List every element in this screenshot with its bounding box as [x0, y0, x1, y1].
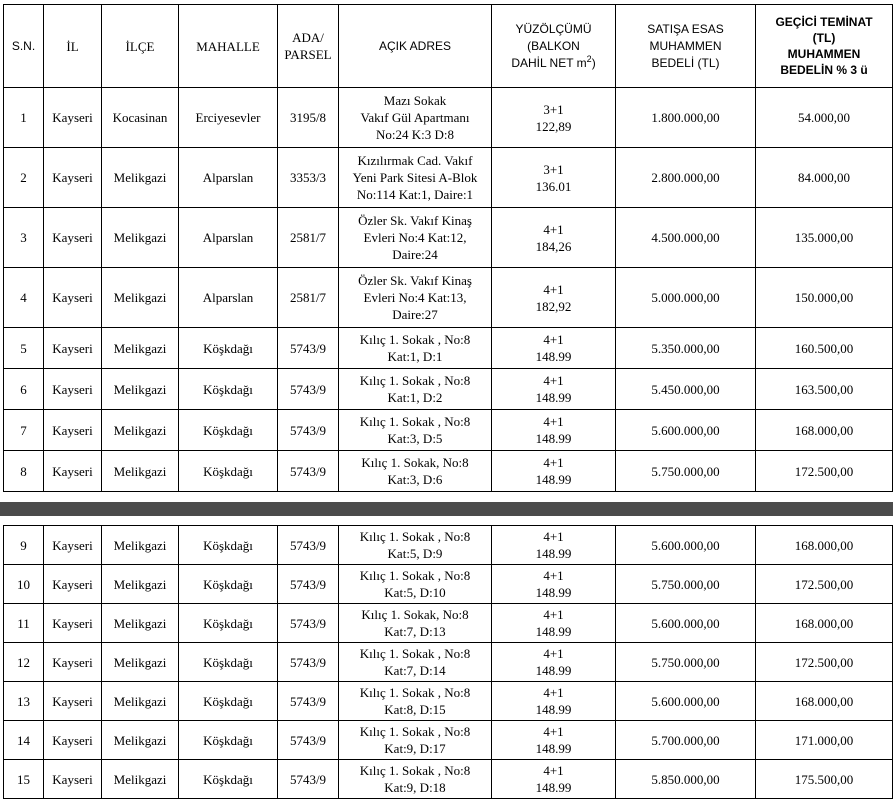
alan-cell [492, 410, 616, 451]
table-row [4, 565, 893, 604]
listing-table-bottom [3, 525, 893, 799]
header-ada-parsel [278, 5, 339, 88]
table-row [4, 88, 893, 148]
il-cell: Kayseri [44, 328, 102, 369]
adres-line: Kılıç 1. Sokak, No:8 [361, 455, 469, 470]
alan-cell [492, 148, 616, 208]
teminat-cell: 172.500,00 [756, 643, 893, 682]
adres-line: Vakıf Gül Apartmanı [360, 110, 470, 125]
sn-cell: 11 [4, 604, 44, 643]
table-row [4, 760, 893, 799]
adres-line: Kat:8, D:15 [384, 702, 446, 717]
mahalle-cell: Köşkdağı [179, 526, 278, 565]
ilce-cell: Melikgazi [102, 410, 179, 451]
alan-cell [492, 682, 616, 721]
sn-cell: 13 [4, 682, 44, 721]
sn-cell: 1 [4, 88, 44, 148]
header-yuzolcumu-close: ) [591, 55, 596, 70]
adres-cell [339, 451, 492, 492]
adres-line: Kat:7, D:13 [384, 624, 446, 639]
table-row [4, 148, 893, 208]
ilce-cell: Melikgazi [102, 565, 179, 604]
parsel-cell: 5743/9 [278, 369, 339, 410]
alan-line: 148.99 [535, 431, 572, 446]
adres-cell [339, 721, 492, 760]
bedel-cell: 5.600.000,00 [616, 604, 756, 643]
teminat-cell: 135.000,00 [756, 208, 893, 268]
header-teminat [756, 5, 893, 88]
alan-cell [492, 88, 616, 148]
alan-line: 148.99 [535, 663, 572, 678]
adres-cell [339, 682, 492, 721]
table-row [4, 208, 893, 268]
alan-line: 148.99 [535, 702, 572, 717]
table-row [4, 682, 893, 721]
parsel-cell: 2581/7 [278, 208, 339, 268]
il-cell: Kayseri [44, 410, 102, 451]
sn-cell: 2 [4, 148, 44, 208]
table-row [4, 451, 893, 492]
ilce-cell: Melikgazi [102, 526, 179, 565]
header-satis-line2: MUHAMMEN [649, 38, 722, 53]
bedel-cell: 1.800.000,00 [616, 88, 756, 148]
adres-line: Mazı Sokak [383, 93, 447, 108]
table-row [4, 410, 893, 451]
teminat-cell: 172.500,00 [756, 565, 893, 604]
parsel-cell: 3195/8 [278, 88, 339, 148]
header-yuzolcumu [492, 5, 616, 88]
adres-line: Evleri No:4 Kat:12, [363, 230, 467, 245]
adres-line: Daire:24 [392, 247, 438, 262]
alan-line: 4+1 [543, 221, 564, 237]
sn-cell: 8 [4, 451, 44, 492]
ilce-cell: Melikgazi [102, 268, 179, 328]
mahalle-cell: Köşkdağı [179, 604, 278, 643]
alan-line: 4+1 [543, 607, 564, 622]
alan-line: 148.99 [535, 349, 572, 364]
bedel-cell: 5.000.000,00 [616, 268, 756, 328]
header-yuzolcumu-line2: (BALKON [527, 38, 580, 53]
sn-cell: 10 [4, 565, 44, 604]
alan-line: 148.99 [535, 741, 572, 756]
alan-cell [492, 565, 616, 604]
adres-line: Kılıç 1. Sokak , No:8 [359, 568, 471, 583]
parsel-cell: 2581/7 [278, 268, 339, 328]
alan-line: 4+1 [543, 568, 564, 583]
bedel-cell: 4.500.000,00 [616, 208, 756, 268]
adres-cell [339, 604, 492, 643]
alan-line: 184,26 [535, 238, 572, 254]
adres-line: Özler Sk. Vakıf Kinaş [358, 213, 472, 228]
adres-line: Kılıç 1. Sokak , No:8 [359, 646, 471, 661]
adres-line: Kılıç 1. Sokak , No:8 [359, 332, 471, 347]
sn-cell: 3 [4, 208, 44, 268]
header-ilce: İLÇE [102, 5, 179, 88]
header-adres: AÇIK ADRES [339, 5, 492, 88]
bedel-cell: 5.350.000,00 [616, 328, 756, 369]
il-cell: Kayseri [44, 565, 102, 604]
alan-cell [492, 451, 616, 492]
mahalle-cell: Köşkdağı [179, 643, 278, 682]
table-body-bottom [4, 526, 893, 799]
teminat-cell: 168.000,00 [756, 526, 893, 565]
adres-cell [339, 410, 492, 451]
ilce-cell: Melikgazi [102, 760, 179, 799]
mahalle-cell: Köşkdağı [179, 410, 278, 451]
teminat-cell: 163.500,00 [756, 369, 893, 410]
adres-line: No:114 Kat:1, Daire:1 [356, 187, 474, 202]
header-teminat-line4: BEDELİN % 3 ü [780, 63, 868, 77]
teminat-cell: 168.000,00 [756, 604, 893, 643]
header-yuzolcumu-line1: YÜZÖLÇÜMÜ [515, 21, 592, 36]
sn-cell: 7 [4, 410, 44, 451]
parsel-cell: 5743/9 [278, 682, 339, 721]
adres-line: Kat:5, D:9 [387, 546, 443, 561]
bedel-cell: 5.700.000,00 [616, 721, 756, 760]
bedel-cell: 5.600.000,00 [616, 526, 756, 565]
header-parsel-line: PARSEL [284, 47, 332, 62]
alan-line: 4+1 [543, 414, 564, 429]
teminat-cell: 54.000,00 [756, 88, 893, 148]
header-yuzolcumu-exponent: 2 [586, 53, 592, 64]
mahalle-cell: Erciyesevler [179, 88, 278, 148]
bedel-cell: 5.750.000,00 [616, 643, 756, 682]
adres-cell [339, 148, 492, 208]
teminat-cell: 172.500,00 [756, 451, 893, 492]
adres-line: Kat:1, D:1 [387, 349, 443, 364]
ilce-cell: Melikgazi [102, 208, 179, 268]
bedel-cell: 5.600.000,00 [616, 410, 756, 451]
il-cell: Kayseri [44, 682, 102, 721]
alan-line: 4+1 [543, 455, 564, 470]
sn-cell: 6 [4, 369, 44, 410]
parsel-cell: 5743/9 [278, 760, 339, 799]
sn-cell: 4 [4, 268, 44, 328]
alan-cell [492, 760, 616, 799]
table-body-top [4, 88, 893, 492]
adres-line: Kat:9, D:18 [384, 780, 446, 795]
alan-line: 4+1 [543, 646, 564, 661]
mahalle-cell: Köşkdağı [179, 682, 278, 721]
bedel-cell: 5.750.000,00 [616, 565, 756, 604]
sn-cell: 15 [4, 760, 44, 799]
alan-cell [492, 208, 616, 268]
header-teminat-line1: GEÇİCİ TEMİNAT [775, 15, 873, 29]
adres-line: Kat:1, D:2 [387, 390, 443, 405]
alan-line: 148.99 [535, 780, 572, 795]
header-yuzolcumu-line3 [494, 55, 613, 72]
adres-cell [339, 369, 492, 410]
sn-cell: 14 [4, 721, 44, 760]
ilce-cell: Melikgazi [102, 643, 179, 682]
adres-cell [339, 526, 492, 565]
table-row [4, 268, 893, 328]
adres-cell [339, 328, 492, 369]
alan-line: 4+1 [543, 529, 564, 544]
alan-line: 4+1 [543, 724, 564, 739]
header-ada-line: ADA/ [292, 30, 324, 45]
parsel-cell: 5743/9 [278, 451, 339, 492]
alan-line: 148.99 [535, 624, 572, 639]
il-cell: Kayseri [44, 148, 102, 208]
alan-line: 148.99 [535, 390, 572, 405]
alan-line: 4+1 [543, 281, 564, 297]
alan-line: 136.01 [535, 178, 572, 194]
mahalle-cell: Köşkdağı [179, 760, 278, 799]
parsel-cell: 5743/9 [278, 328, 339, 369]
sn-cell: 5 [4, 328, 44, 369]
adres-cell [339, 208, 492, 268]
teminat-cell: 168.000,00 [756, 682, 893, 721]
mahalle-cell: Köşkdağı [179, 721, 278, 760]
sn-cell: 9 [4, 526, 44, 565]
listing-table-top [3, 4, 893, 492]
teminat-cell: 168.000,00 [756, 410, 893, 451]
parsel-cell: 5743/9 [278, 526, 339, 565]
il-cell: Kayseri [44, 604, 102, 643]
parsel-cell: 5743/9 [278, 721, 339, 760]
alan-cell [492, 721, 616, 760]
header-mahalle: MAHALLE [179, 5, 278, 88]
alan-cell [492, 526, 616, 565]
adres-line: Kat:3, D:5 [387, 431, 443, 446]
ilce-cell: Melikgazi [102, 604, 179, 643]
bedel-cell: 5.850.000,00 [616, 760, 756, 799]
alan-cell [492, 604, 616, 643]
ilce-cell: Melikgazi [102, 369, 179, 410]
adres-line: Kılıç 1. Sokak , No:8 [359, 529, 471, 544]
parsel-cell: 5743/9 [278, 643, 339, 682]
alan-line: 148.99 [535, 472, 572, 487]
mahalle-cell: Alparslan [179, 268, 278, 328]
header-row [4, 5, 893, 88]
alan-line: 4+1 [543, 763, 564, 778]
mahalle-cell: Köşkdağı [179, 451, 278, 492]
parsel-cell: 5743/9 [278, 410, 339, 451]
teminat-cell: 150.000,00 [756, 268, 893, 328]
alan-cell [492, 369, 616, 410]
alan-line: 3+1 [543, 101, 564, 117]
adres-line: Kılıç 1. Sokak , No:8 [359, 724, 471, 739]
bedel-cell: 5.750.000,00 [616, 451, 756, 492]
teminat-cell: 84.000,00 [756, 148, 893, 208]
parsel-cell: 5743/9 [278, 565, 339, 604]
header-teminat-line3: MUHAMMEN [787, 47, 861, 61]
il-cell: Kayseri [44, 451, 102, 492]
table-row [4, 526, 893, 565]
alan-line: 122,89 [535, 118, 572, 134]
teminat-cell: 160.500,00 [756, 328, 893, 369]
adres-line: Kılıç 1. Sokak , No:8 [359, 414, 471, 429]
header-satis [616, 5, 756, 88]
ilce-cell: Melikgazi [102, 148, 179, 208]
alan-line: 4+1 [543, 685, 564, 700]
ilce-cell: Kocasinan [102, 88, 179, 148]
il-cell: Kayseri [44, 526, 102, 565]
header-satis-line3: BEDELİ (TL) [651, 55, 720, 70]
ilce-cell: Melikgazi [102, 451, 179, 492]
table-row [4, 721, 893, 760]
header-teminat-line2: (TL) [812, 31, 836, 45]
table-row [4, 604, 893, 643]
adres-line: Kılıç 1. Sokak , No:8 [359, 685, 471, 700]
alan-line: 148.99 [535, 546, 572, 561]
mahalle-cell: Köşkdağı [179, 328, 278, 369]
adres-line: Yeni Park Sitesi A-Blok [352, 170, 478, 185]
mahalle-cell: Alparslan [179, 208, 278, 268]
table-row [4, 643, 893, 682]
sn-cell: 12 [4, 643, 44, 682]
teminat-cell: 175.500,00 [756, 760, 893, 799]
adres-line: Kılıç 1. Sokak , No:8 [359, 763, 471, 778]
il-cell: Kayseri [44, 208, 102, 268]
adres-cell [339, 268, 492, 328]
adres-line: Kılıç 1. Sokak , No:8 [359, 373, 471, 388]
alan-cell [492, 268, 616, 328]
parsel-cell: 3353/3 [278, 148, 339, 208]
adres-line: No:24 K:3 D:8 [376, 127, 454, 142]
ilce-cell: Melikgazi [102, 328, 179, 369]
il-cell: Kayseri [44, 721, 102, 760]
alan-line: 4+1 [543, 373, 564, 388]
adres-line: Kat:7, D:14 [384, 663, 446, 678]
adres-line: Kızılırmak Cad. Vakıf [357, 153, 473, 168]
alan-cell [492, 328, 616, 369]
bedel-cell: 5.600.000,00 [616, 682, 756, 721]
il-cell: Kayseri [44, 643, 102, 682]
header-sn: S.N. [4, 5, 44, 88]
adres-line: Evleri No:4 Kat:13, [363, 290, 467, 305]
mahalle-cell: Alparslan [179, 148, 278, 208]
il-cell: Kayseri [44, 88, 102, 148]
alan-cell [492, 643, 616, 682]
adres-cell [339, 565, 492, 604]
adres-cell [339, 760, 492, 799]
il-cell: Kayseri [44, 268, 102, 328]
ilce-cell: Melikgazi [102, 721, 179, 760]
adres-line: Kat:3, D:6 [387, 472, 443, 487]
adres-line: Özler Sk. Vakıf Kinaş [358, 273, 472, 288]
adres-line: Kat:5, D:10 [384, 585, 446, 600]
il-cell: Kayseri [44, 369, 102, 410]
table-row [4, 369, 893, 410]
alan-line: 182,92 [535, 298, 572, 314]
teminat-cell: 171.000,00 [756, 721, 893, 760]
alan-line: 3+1 [543, 161, 564, 177]
bedel-cell: 5.450.000,00 [616, 369, 756, 410]
alan-line: 4+1 [543, 332, 564, 347]
adres-line: Daire:27 [392, 307, 438, 322]
adres-cell [339, 643, 492, 682]
ilce-cell: Melikgazi [102, 682, 179, 721]
alan-line: 148.99 [535, 585, 572, 600]
header-il: İL [44, 5, 102, 88]
page-break-divider [0, 502, 893, 516]
bedel-cell: 2.800.000,00 [616, 148, 756, 208]
table-row [4, 328, 893, 369]
adres-line: Kılıç 1. Sokak, No:8 [361, 607, 469, 622]
adres-line: Kat:9, D:17 [384, 741, 446, 756]
header-satis-line1: SATIŞA ESAS [647, 21, 724, 36]
mahalle-cell: Köşkdağı [179, 565, 278, 604]
il-cell: Kayseri [44, 760, 102, 799]
adres-cell [339, 88, 492, 148]
parsel-cell: 5743/9 [278, 604, 339, 643]
mahalle-cell: Köşkdağı [179, 369, 278, 410]
header-yuzolcumu-unit: DAHİL NET m [511, 55, 587, 70]
